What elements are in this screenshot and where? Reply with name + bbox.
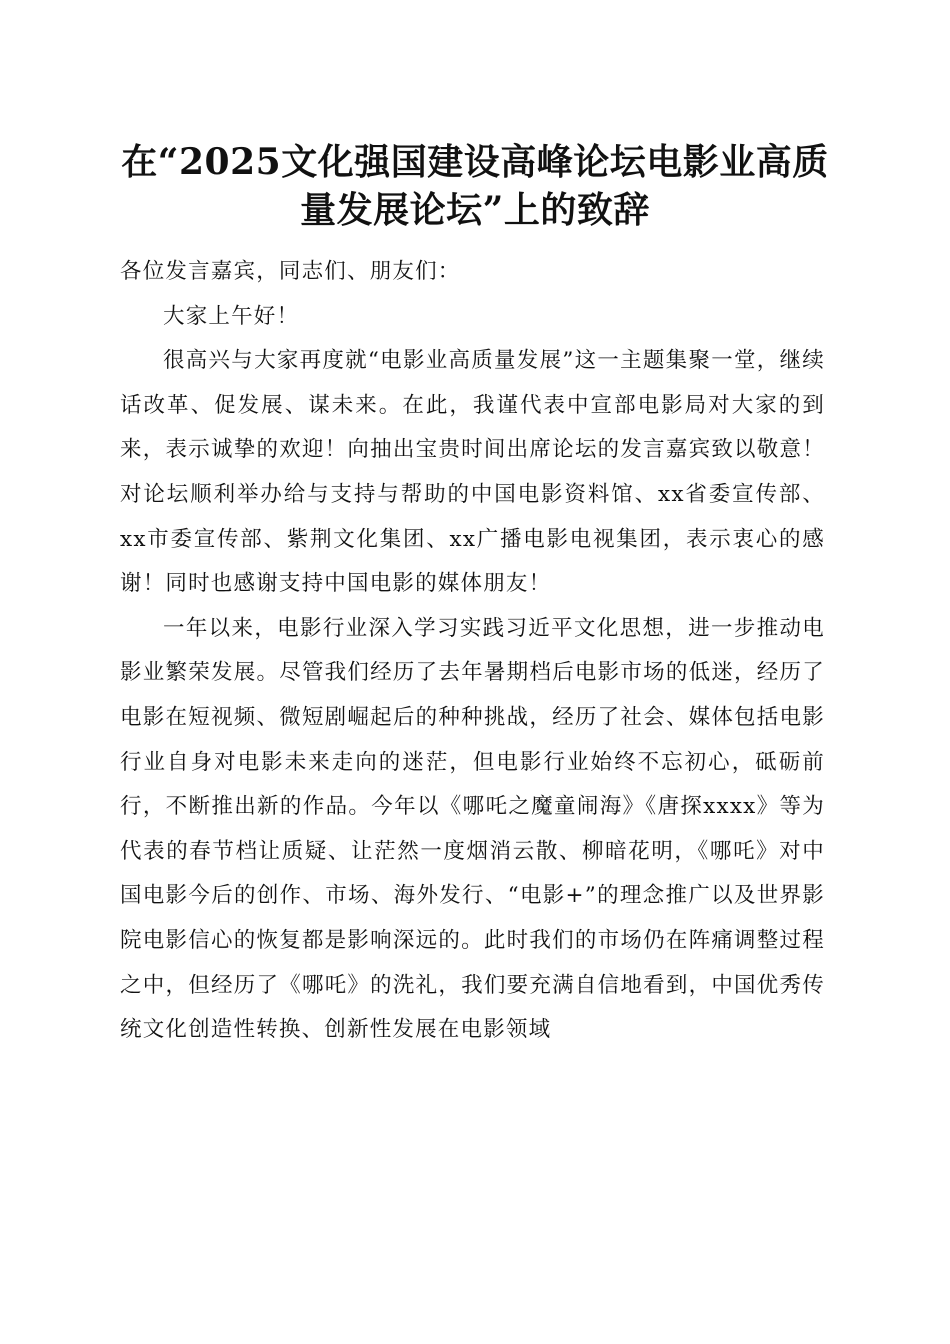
- title-line-1: 在“2025文化强国建设高峰论坛电影业高质: [121, 141, 829, 183]
- document-title: [110, 138, 840, 234]
- welcome-paragraph: 很高兴与大家再度就“电影业高质量发展”这一主题集聚一堂，继续话改革、促发展、谋未来。在此，我谨代表中宣部电影局对大家的到来，表示诚挚的欢迎！向抽出宝贵时间出席论坛的发言嘉宾致以敬意！对论坛顺利举办给与支持与帮助的中国电影资料馆、xx省委宣传部、xx市委宣传部、紫荆文化集团、xx广播电影电视集团，表示衷心的感谢！同时也感谢支持中国电影的媒体朋友！: [120, 348, 825, 597]
- document-body: [120, 250, 825, 1053]
- greeting-paragraph: 大家上午好！: [163, 303, 300, 329]
- review-paragraph: 一年以来，电影行业深入学习实践习近平文化思想，进一步推动电影业繁荣发展。尽管我们经历了去年暑期档后电影市场的低迷，经历了电影在短视频、微短剧崛起后的种种挑战，经历了社会、媒体包括电影行业自身对电影未来走向的迷茫，但电影行业始终不忘初心，砥砺前行，不断推出新的作品。今年以《哪吒之魔童闹海》《唐探xxxx》等为代表的春节档让质疑、让茫然一度烟消云散、柳暗花明，《哪吒》对中国电影今后的创作、市场、海外发行、“电影+”的理念推广以及世界影院电影信心的恢复都是影响深远的。此时我们的市场仍在阵痛调整过程之中，但经历了《哪吒》的洗礼，我们要充满自信地看到，中国优秀传统文化创造性转换、创新性发展在电影领域: [120, 615, 825, 1043]
- salutation: 各位发言嘉宾，同志们、朋友们：: [120, 259, 461, 284]
- title-line-2: 量发展论坛”上的致辞: [300, 189, 650, 231]
